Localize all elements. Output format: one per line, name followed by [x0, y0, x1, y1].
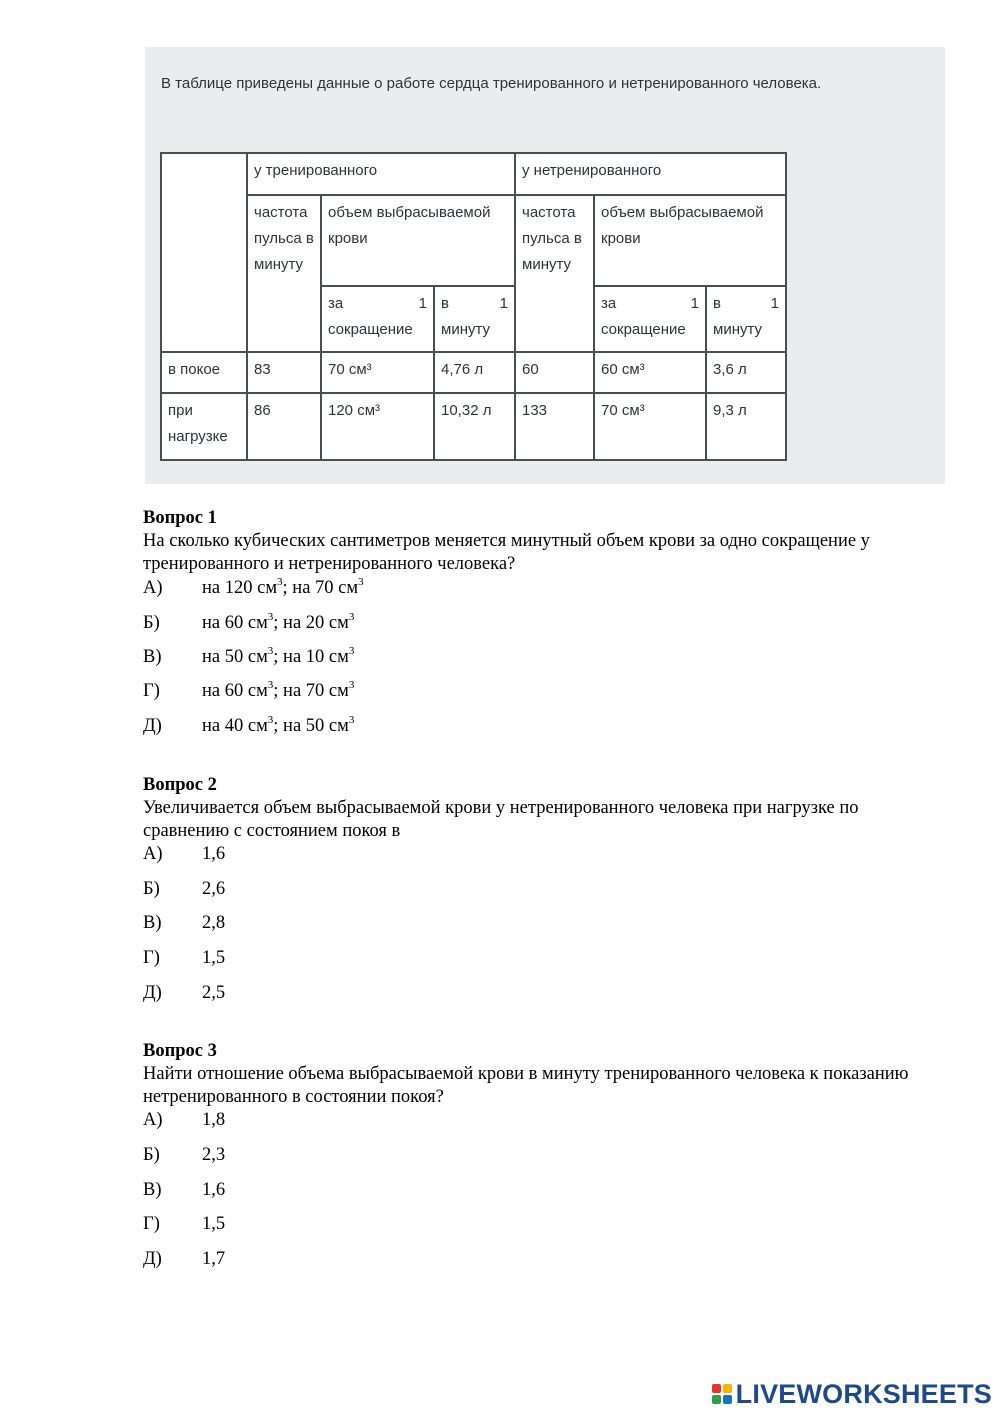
corner-cell — [161, 153, 247, 352]
cell-trained-per-minute: 4,76 л — [434, 352, 515, 393]
cell-untrained-pulse: 60 — [515, 352, 594, 393]
option-q3-b[interactable]: Б) 2,3 — [143, 1145, 226, 1165]
cell-untrained-per-minute: 9,3 л — [706, 393, 786, 460]
option-q2-d[interactable]: Г) 1,5 — [143, 948, 226, 968]
header-untrained: у нетренированного — [515, 153, 786, 195]
logo-square — [723, 1384, 732, 1393]
logo-square — [712, 1384, 721, 1393]
header-trained-volume: объем выбрасываемой крови — [321, 195, 515, 286]
cell-untrained-per-beat: 70 см³ — [594, 393, 706, 460]
table-row — [161, 393, 786, 460]
row-label: при нагрузке — [161, 393, 247, 460]
table-panel — [145, 47, 945, 484]
cell-trained-per-minute: 10,32 л — [434, 393, 515, 460]
option-q1-d[interactable]: Г) на 60 $см^3$; на 70 $см^3$ — [143, 679, 355, 701]
liveworksheets-logo — [712, 1377, 992, 1411]
option-q1-a[interactable]: А) на 120 $см^3$; на 70 $см^3$ — [143, 576, 364, 598]
question-2 — [143, 774, 943, 843]
cell-trained-per-beat: 120 см³ — [321, 393, 434, 460]
header-untrained-volume: объем выбрасываемой крови — [594, 195, 786, 286]
question-text: На сколько кубических сантиметров меняется минутный объем крови за одно сокращение у тренированного и нетренированного человека? — [143, 531, 870, 574]
option-q3-e[interactable]: Д) 1,7 — [143, 1249, 226, 1269]
option-q2-b[interactable]: Б) 2,6 — [143, 879, 226, 899]
question-text: Увеличивается объем выбрасываемой крови у нетренированного человека при нагрузке по сравнению с состоянием покоя в — [143, 798, 859, 841]
header-trained-per-beat: за 1 сокращение — [321, 286, 434, 352]
table-row — [161, 352, 786, 393]
heart-data-table — [160, 152, 787, 461]
option-q2-e[interactable]: Д) 2,5 — [143, 983, 226, 1003]
question-title: Вопрос 1 — [143, 508, 217, 528]
header-trained-pulse: частота пульса в минуту — [247, 195, 321, 352]
question-3 — [143, 1040, 943, 1109]
option-q3-a[interactable]: А) 1,8 — [143, 1110, 226, 1130]
question-title: Вопрос 3 — [143, 1041, 217, 1061]
logo-square — [712, 1395, 721, 1404]
option-q2-c[interactable]: В) 2,8 — [143, 913, 226, 933]
header-untrained-per-minute: в 1 минуту — [706, 286, 786, 352]
question-title: Вопрос 2 — [143, 775, 217, 795]
option-q1-c[interactable]: В) на 50 $см^3$; на 10 $см^3$ — [143, 645, 355, 667]
logo-mark-icon — [712, 1384, 732, 1404]
cell-trained-pulse: 83 — [247, 352, 321, 393]
option-q2-a[interactable]: А) 1,6 — [143, 844, 226, 864]
question-1 — [143, 507, 943, 576]
option-q1-b[interactable]: Б) на 60 $см^3$; на 20 $см^3$ — [143, 611, 355, 633]
header-trained: у тренированного — [247, 153, 515, 195]
intro-text: В таблице приведены данные о работе сердца тренированного и нетренированного человека. — [161, 75, 822, 92]
question-text: Найти отношение объема выбрасываемой крови в минуту тренированного человека к показанию нетренированного в состоянии покоя? — [143, 1064, 909, 1107]
header-untrained-per-beat: за 1 сокращение — [594, 286, 706, 352]
option-q1-e[interactable]: Д) на 40 $см^3$; на 50 $см^3$ — [143, 714, 355, 736]
header-untrained-pulse: частота пульса в минуту — [515, 195, 594, 352]
header-trained-per-minute: в 1 минуту — [434, 286, 515, 352]
option-q3-c[interactable]: В) 1,6 — [143, 1180, 226, 1200]
cell-untrained-per-minute: 3,6 л — [706, 352, 786, 393]
cell-trained-pulse: 86 — [247, 393, 321, 460]
cell-trained-per-beat: 70 см³ — [321, 352, 434, 393]
logo-square — [723, 1395, 732, 1404]
option-q3-d[interactable]: Г) 1,5 — [143, 1214, 226, 1234]
cell-untrained-pulse: 133 — [515, 393, 594, 460]
logo-text: LIVEWORKSHEETS — [735, 1378, 992, 1409]
cell-untrained-per-beat: 60 см³ — [594, 352, 706, 393]
row-label: в покое — [161, 352, 247, 393]
